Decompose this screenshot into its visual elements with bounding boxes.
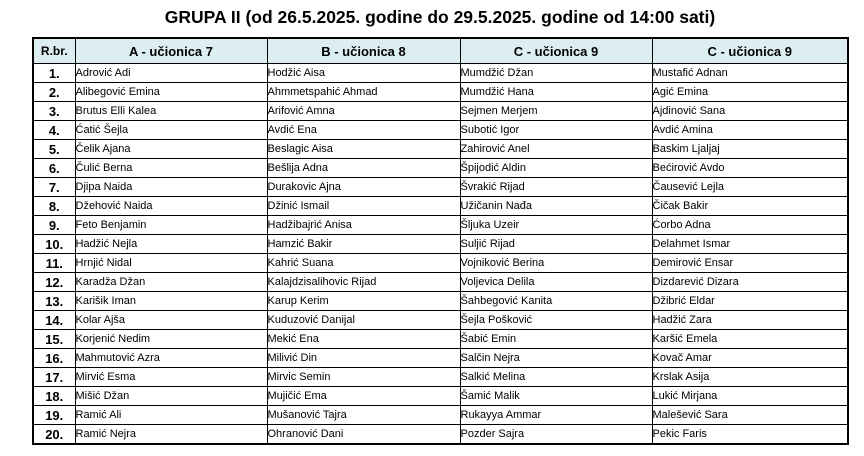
student-d: Karšić Emela (652, 330, 848, 349)
student-d: Bećirović Avdo (652, 159, 848, 178)
student-b: Karup Kerim (267, 292, 460, 311)
student-a: Alibegović Emina (75, 83, 267, 102)
row-number: 3. (33, 102, 75, 121)
header-classroom-c2: C - učionica 9 (652, 38, 848, 64)
student-d: Mustafić Adnan (652, 64, 848, 83)
student-a: Čelik Ajana (75, 140, 267, 159)
student-b: Kahrić Suana (267, 254, 460, 273)
student-a: Karadža Džan (75, 273, 267, 292)
student-c: Švrakić Rijad (460, 178, 652, 197)
table-row (33, 178, 848, 197)
student-d: Demirović Ensar (652, 254, 848, 273)
student-b: Ohranović Dani (267, 425, 460, 445)
table-row (33, 387, 848, 406)
student-c: Šahbegović Kanita (460, 292, 652, 311)
student-c: Špijodić Aldin (460, 159, 652, 178)
student-c: Šejla Pošković (460, 311, 652, 330)
student-c: Salkić Melina (460, 368, 652, 387)
student-c: Mumdžić Džan (460, 64, 652, 83)
table-row (33, 254, 848, 273)
student-c: Pozder Sajra (460, 425, 652, 445)
student-a: Kolar Ajša (75, 311, 267, 330)
student-a: Djipa Naida (75, 178, 267, 197)
student-b: Kalajdzisalihovic Rijad (267, 273, 460, 292)
page-title: GRUPA II (od 26.5.2025. godine do 29.5.2025. godine od 14:00 sati) (164, 7, 716, 27)
student-c: Suljić Rijad (460, 235, 652, 254)
student-b: Hadžibajrić Anisa (267, 216, 460, 235)
table-row (33, 197, 848, 216)
student-a: Mirvić Esma (75, 368, 267, 387)
student-a: Ćatić Šejla (75, 121, 267, 140)
student-d: Pekic Faris (652, 425, 848, 445)
table-row (33, 406, 848, 425)
header-classroom-c: C - učionica 9 (460, 38, 652, 64)
student-d: Lukić Mirjana (652, 387, 848, 406)
student-d: Hadžić Zara (652, 311, 848, 330)
table-row (33, 425, 848, 445)
student-d: Dizdarević Dizara (652, 273, 848, 292)
student-b: Mušanović Tajra (267, 406, 460, 425)
row-number: 14. (33, 311, 75, 330)
row-number: 13. (33, 292, 75, 311)
student-b: Mirvic Semin (267, 368, 460, 387)
student-b: Bešlija Adna (267, 159, 460, 178)
student-c: Rukayya Ammar (460, 406, 652, 425)
student-c: Vojniković Berina (460, 254, 652, 273)
student-c: Zahirović Anel (460, 140, 652, 159)
header-row (33, 38, 848, 64)
student-d: Malešević Sara (652, 406, 848, 425)
row-number: 19. (33, 406, 75, 425)
table-row (33, 292, 848, 311)
row-number: 11. (33, 254, 75, 273)
row-number: 4. (33, 121, 75, 140)
student-a: Mahmutović Azra (75, 349, 267, 368)
table-row (33, 273, 848, 292)
student-c: Šljuka Uzeir (460, 216, 652, 235)
student-a: Hadžić Nejla (75, 235, 267, 254)
student-d: Avdić Amina (652, 121, 848, 140)
student-a: Karišik Iman (75, 292, 267, 311)
student-d: Čausević Lejla (652, 178, 848, 197)
table-body (33, 64, 848, 445)
student-b: Milivić Din (267, 349, 460, 368)
row-number: 18. (33, 387, 75, 406)
row-number: 6. (33, 159, 75, 178)
student-c: Sejmen Merjem (460, 102, 652, 121)
row-number: 17. (33, 368, 75, 387)
student-b: Džinić Ismail (267, 197, 460, 216)
student-d: Džibrić Eldar (652, 292, 848, 311)
table-row (33, 140, 848, 159)
student-a: Feto Benjamin (75, 216, 267, 235)
table-row (33, 349, 848, 368)
row-number: 1. (33, 64, 75, 83)
table-row (33, 216, 848, 235)
row-number: 20. (33, 425, 75, 445)
group-table (32, 37, 849, 445)
student-d: Kovač Amar (652, 349, 848, 368)
student-c: Subotić Igor (460, 121, 652, 140)
row-number: 9. (33, 216, 75, 235)
table-row (33, 102, 848, 121)
row-number: 7. (33, 178, 75, 197)
student-b: Hodžić Aisa (267, 64, 460, 83)
student-a: Ramić Nejra (75, 425, 267, 445)
student-c: Šamić Malik (460, 387, 652, 406)
student-b: Durakovic Ajna (267, 178, 460, 197)
table-row (33, 64, 848, 83)
student-b: Avdić Ena (267, 121, 460, 140)
student-c: Mumdžić Hana (460, 83, 652, 102)
row-number: 15. (33, 330, 75, 349)
table-row (33, 311, 848, 330)
student-c: Užičanin Nađa (460, 197, 652, 216)
table-row (33, 235, 848, 254)
table-row (33, 159, 848, 178)
student-c: Šabić Emin (460, 330, 652, 349)
row-number: 16. (33, 349, 75, 368)
student-d: Ćorbo Adna (652, 216, 848, 235)
student-d: Krslak Asija (652, 368, 848, 387)
student-a: Korjenić Nedim (75, 330, 267, 349)
student-d: Agić Emina (652, 83, 848, 102)
row-number: 5. (33, 140, 75, 159)
student-a: Hrnjić Nidal (75, 254, 267, 273)
student-a: Čulić Berna (75, 159, 267, 178)
student-b: Arifović Amna (267, 102, 460, 121)
student-b: Mujičić Ema (267, 387, 460, 406)
student-d: Ajdinović Sana (652, 102, 848, 121)
student-b: Kuduzović Danijal (267, 311, 460, 330)
student-a: Ramić Ali (75, 406, 267, 425)
row-number: 2. (33, 83, 75, 102)
student-d: Čičak Bakir (652, 197, 848, 216)
student-c: Voljevica Delila (460, 273, 652, 292)
table-row (33, 368, 848, 387)
student-a: Džehović Naida (75, 197, 267, 216)
student-b: Beslagic Aisa (267, 140, 460, 159)
student-c: Salčin Nejra (460, 349, 652, 368)
row-number: 12. (33, 273, 75, 292)
student-b: Ahmmetspahić Ahmad (267, 83, 460, 102)
student-a: Mišić Džan (75, 387, 267, 406)
student-d: Delahmet Ismar (652, 235, 848, 254)
header-classroom-a: A - učionica 7 (75, 38, 267, 64)
student-b: Mekić Ena (267, 330, 460, 349)
table-row (33, 83, 848, 102)
student-a: Adrović Adi (75, 64, 267, 83)
row-number: 10. (33, 235, 75, 254)
header-rbr: R.br. (33, 38, 75, 64)
row-number: 8. (33, 197, 75, 216)
student-b: Hamzić Bakir (267, 235, 460, 254)
student-d: Baskim Ljaljaj (652, 140, 848, 159)
student-a: Brutus Elli Kalea (75, 102, 267, 121)
header-classroom-b: B - učionica 8 (267, 38, 460, 64)
table-row (33, 121, 848, 140)
table-row (33, 330, 848, 349)
